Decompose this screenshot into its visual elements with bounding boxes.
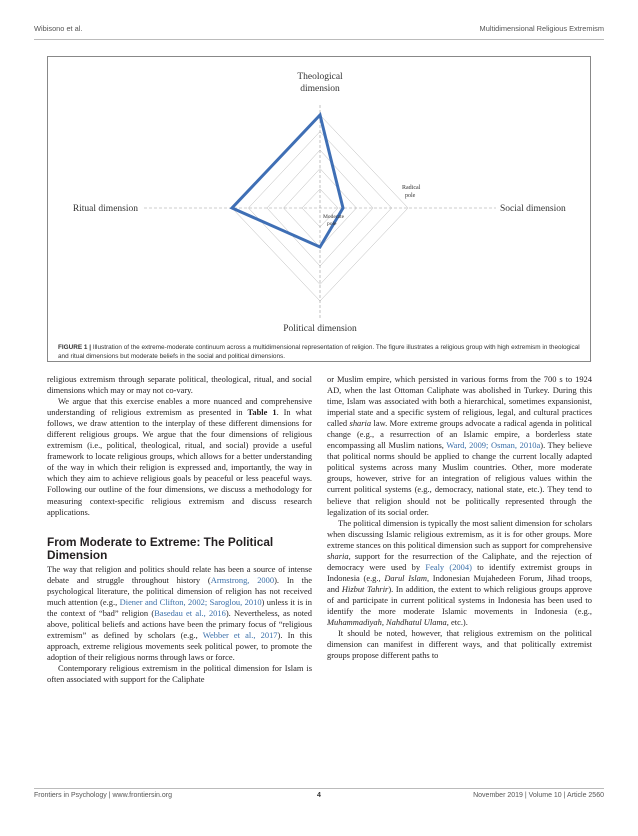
label-theological-line2: dimension [300,84,340,94]
running-head-title: Multidimensional Religious Extremism [479,24,604,33]
label-ritual: Ritual dimension [72,204,138,214]
paragraph: We argue that this exercise enables a more nuanced and comprehensive understanding of religious extremism as presented in Table 1. In what follows, we draw attention to the interplay of these different dimensions for different religious groups. We argue that the four dimensions of religious extremism (i.e., political, theological, ritual, and social) provide a useful framework to locate religious groups, which allows for a better understanding of the way in which their religion is expressed and, importantly, the way in which they aim to achieve religious goals by peaceful or less peaceful ways. Following our outline of the four dimensions, we discuss a methodology for measuring context-specific religious extremism and discuss research applications. [47,396,312,517]
footer-journal[interactable]: Frontiers in Psychology | www.frontiersin.org [34,792,172,799]
group-profile-shape [232,115,343,247]
header-divider [34,39,604,40]
figure-1 [47,56,591,362]
paragraph: It should be noted, however, that religious extremism on the political dimension can manifest in different ways, and that politically extremist groups propose different paths to [327,628,592,661]
figure-caption-text: Illustration of the extreme-moderate continuum across a multidimensional representation of religion. The figure illustrates a religious group with high extremism in theological and ritual dimensions but moderate beliefs in the social and political dimensions. [58,344,580,360]
label-moderate-line2: pole [327,221,337,227]
label-theological-line1: Theological [297,72,343,82]
table-reference[interactable]: Table 1 [247,407,277,418]
section-heading: From Moderate to Extreme: The Political Dimension [47,534,274,563]
page-number: 4 [317,792,321,799]
axes [144,105,496,319]
running-head-authors: Wibisono et al. [34,24,83,33]
figure-caption-label: FIGURE 1 | [58,344,92,351]
citation-link[interactable]: Fealy (2004) [425,561,472,572]
paragraph: The political dimension is typically the most salient dimension for scholars when discussing Islamic religious extremism, as it is for other groups. More extreme stances on this political dimension such as support for comprehensive sharia, support for the resurrection of the Caliphate, and the rejection of democracy were used by Fealy (2004) to identify extremist groups in Indonesia (e.g., Darul Islam, Indonesian Mujahedeen Forum, Jihad troops, and Hizbut Tahrir). In addition, the extent to which religious groups approve of and participate in current political systems in Indonesia has been used to identify the more moderate Islamic movements in Indonesia (e.g., Muhammadiyah, Nahdhatul Ulama, etc.). [327,517,592,628]
citation-link[interactable]: Ward, 2009; Osman, 2010a [446,440,541,451]
figure-caption [58,343,580,361]
radar-diagram [48,57,592,343]
label-radical-line1: Radical [402,185,421,191]
right-column [327,374,592,661]
footer-issue: November 2019 | Volume 10 | Article 2560 [473,792,604,799]
paragraph: or Muslim empire, which persisted in various forms from the 700 s to 1924 AD, when the last Ottoman Caliphate was abolished in Turkey. During this time, Islam was associated with both a hierarchical, sometimes expansionist, imperial state and a specific system of religious, legal, and cultural practices called sharia law. More extreme groups advocate a radical agenda in political change (e.g., a resurrection of an Islamic empire, a borderless state encompassing all Muslim nations, Ward, 2009; Osman, 2010a). They believe that political norms should be applied to change the current locally adapted political systems across many Muslim countries. Other, more moderate groups, however, strive for an integration of religious values within the current political systems (e.g., democracy, national state, etc.). They tend to believe that religion should not be politically represented through the legalization of its social order. [327,374,592,517]
citation-link[interactable]: Diener and Clifton, 2002; Saroglou, 2010 [119,596,262,607]
paragraph: The way that religion and politics should relate has been a source of intense debate and struggle throughout history (Armstrong, 2000). In the psychological literature, the political dimension of religion has not received much attention (e.g., Diener and Clifton, 2002; Saroglou, 2010) unless it is in the context of “bad” religion (Basedau et al., 2016). Nevertheless, as noted above, political beliefs and actions have been the primary focus of “religious extremism” as defined by scholars (e.g., Webber et al., 2017). In this approach, extreme religious movements seek political power, to promote the adoption of their religious norms through laws or force. [47,563,313,662]
citation-link[interactable]: Basedau et al., 2016 [154,607,226,618]
left-column [47,374,312,685]
label-political: Political dimension [283,324,357,334]
label-social: Social dimension [500,204,566,214]
paragraph: Contemporary religious extremism in the political dimension for Islam is often associated with support for the Caliphate [47,663,312,685]
paragraph: religious extremism through separate political, theological, ritual, and social dimensions which may or may not co-vary. [47,374,312,396]
footer-divider [34,788,604,789]
label-radical-line2: pole [405,193,416,199]
running-head [34,24,604,36]
label-moderate-line1: Moderate [323,214,345,220]
page-footer [34,792,604,804]
citation-link[interactable]: Armstrong, 2000 [210,574,275,585]
citation-link[interactable]: Webber et al., 2017 [202,629,278,640]
